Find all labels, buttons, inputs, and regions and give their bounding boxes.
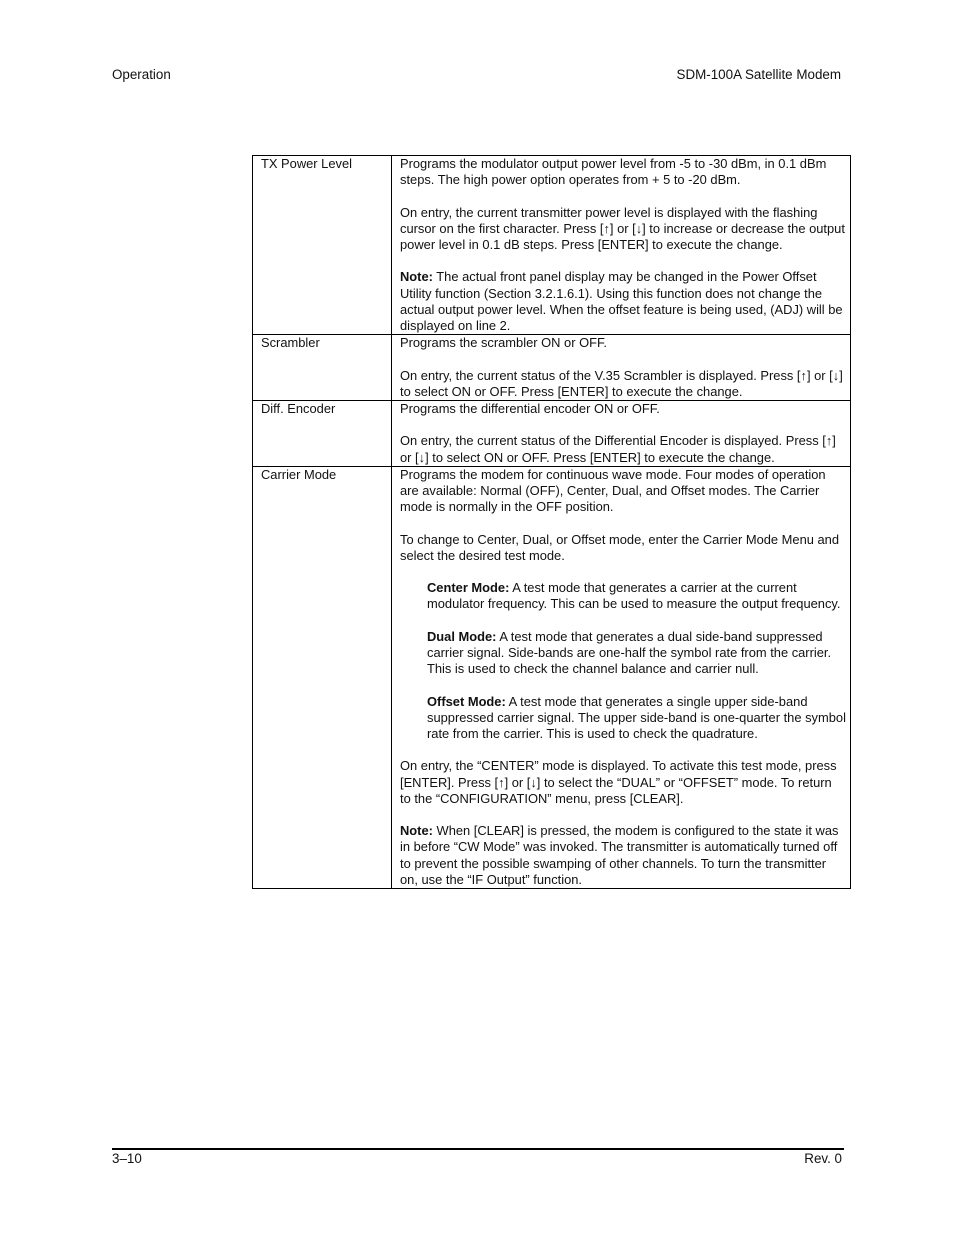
- description-paragraph: On entry, the current status of the V.35 Scrambler is displayed. Press [↑] or [↓] to select ON or OFF. Press [ENTER] to execute the change.: [400, 367, 843, 399]
- table-row-tx-power: [253, 156, 851, 335]
- description-paragraph: On entry, the current status of the Differential Encoder is displayed. Press [↑] or [↓] to select ON or OFF. Press [ENTER] to execute the change.: [400, 433, 836, 465]
- mode-label: Center Mode:: [427, 580, 510, 596]
- parameter-name: Diff. Encoder: [253, 401, 392, 467]
- mode-text: A test mode that generates a dual side-band suppressed carrier signal. Side-bands are one-half the symbol rate from the carrier. This is used to check the channel balance and carrier null.: [427, 628, 832, 677]
- description-paragraph: On entry, the current transmitter power level is displayed with the flashing cursor on the first character. Press [↑] or [↓] to increase or decrease the output power level in 0.1 dB steps. Press [ENTER] to execute the change.: [400, 204, 845, 252]
- mode-label: Offset Mode:: [427, 693, 506, 709]
- parameter-table: [252, 155, 851, 889]
- footer-rule: [112, 1148, 844, 1150]
- description-paragraph: On entry, the “CENTER” mode is displayed. To activate this test mode, press [ENTER]. Press [↑] or [↓] to select the “DUAL” or “OFFSET” mode. To return to the “CONFIGURATION” menu, press [CLEAR].: [400, 758, 837, 806]
- description-paragraph: Programs the modulator output power level from -5 to -30 dBm, in 0.1 dBm steps. The high power option operates from + 5 to -20 dBm.: [400, 156, 827, 188]
- mode-text: A test mode that generates a single upper side-band suppressed carrier signal. The upper side-band is one-quarter the symbol rate from the carrier. This is used to check the quadrature.: [427, 693, 846, 741]
- parameter-description: [392, 401, 851, 467]
- revision-label: Rev. 0: [804, 1151, 842, 1166]
- note-text: The actual front panel display may be changed in the Power Offset Utility function (Section 3.2.1.6.1). Using this function does not change the actual output power level. When the offset feature is being used, (ADJ) will be displayed on line 2.: [400, 269, 843, 333]
- page-number: 3–10: [112, 1151, 142, 1166]
- mode-text: A test mode that generates a carrier at the current modulator frequency. This can be used to measure the output frequency.: [427, 580, 841, 612]
- mode-paragraph-dual: [400, 629, 846, 678]
- note-label: Note:: [400, 823, 433, 839]
- mode-paragraph-offset: [400, 694, 846, 743]
- parameter-description: [392, 335, 851, 401]
- note-text: When [CLEAR] is pressed, the modem is configured to the state it was in before “CW Mode” was invoked. The transmitter is automatically turned off to prevent the possible swamping of other channels. To turn the transmitter on, use the “IF Output” function.: [400, 823, 839, 887]
- mode-paragraph-center: [400, 580, 846, 612]
- header-document-title: SDM-100A Satellite Modem: [676, 67, 841, 82]
- parameter-name: Carrier Mode: [253, 466, 392, 888]
- table-row-carrier-mode: [253, 466, 851, 888]
- table-row-scrambler: [253, 335, 851, 401]
- description-paragraph: Programs the differential encoder ON or OFF.: [400, 401, 660, 416]
- table-row-diff-encoder: [253, 401, 851, 467]
- mode-label: Dual Mode:: [427, 628, 497, 644]
- description-paragraph: To change to Center, Dual, or Offset mode, enter the Carrier Mode Menu and select the desired test mode.: [400, 531, 839, 563]
- parameter-description: [392, 156, 851, 335]
- header-section-title: Operation: [112, 67, 171, 82]
- parameter-description: [392, 466, 851, 888]
- note-paragraph: [400, 823, 846, 888]
- parameter-name: Scrambler: [253, 335, 392, 401]
- parameter-name: TX Power Level: [253, 156, 392, 335]
- note-label: Note:: [400, 269, 433, 285]
- description-paragraph: Programs the modem for continuous wave mode. Four modes of operation are available: Normal (OFF), Center, Dual, and Offset modes. The Carrier mode is normally in the OFF position.: [400, 466, 826, 515]
- note-paragraph: [400, 269, 846, 334]
- description-paragraph: Programs the scrambler ON or OFF.: [400, 335, 608, 351]
